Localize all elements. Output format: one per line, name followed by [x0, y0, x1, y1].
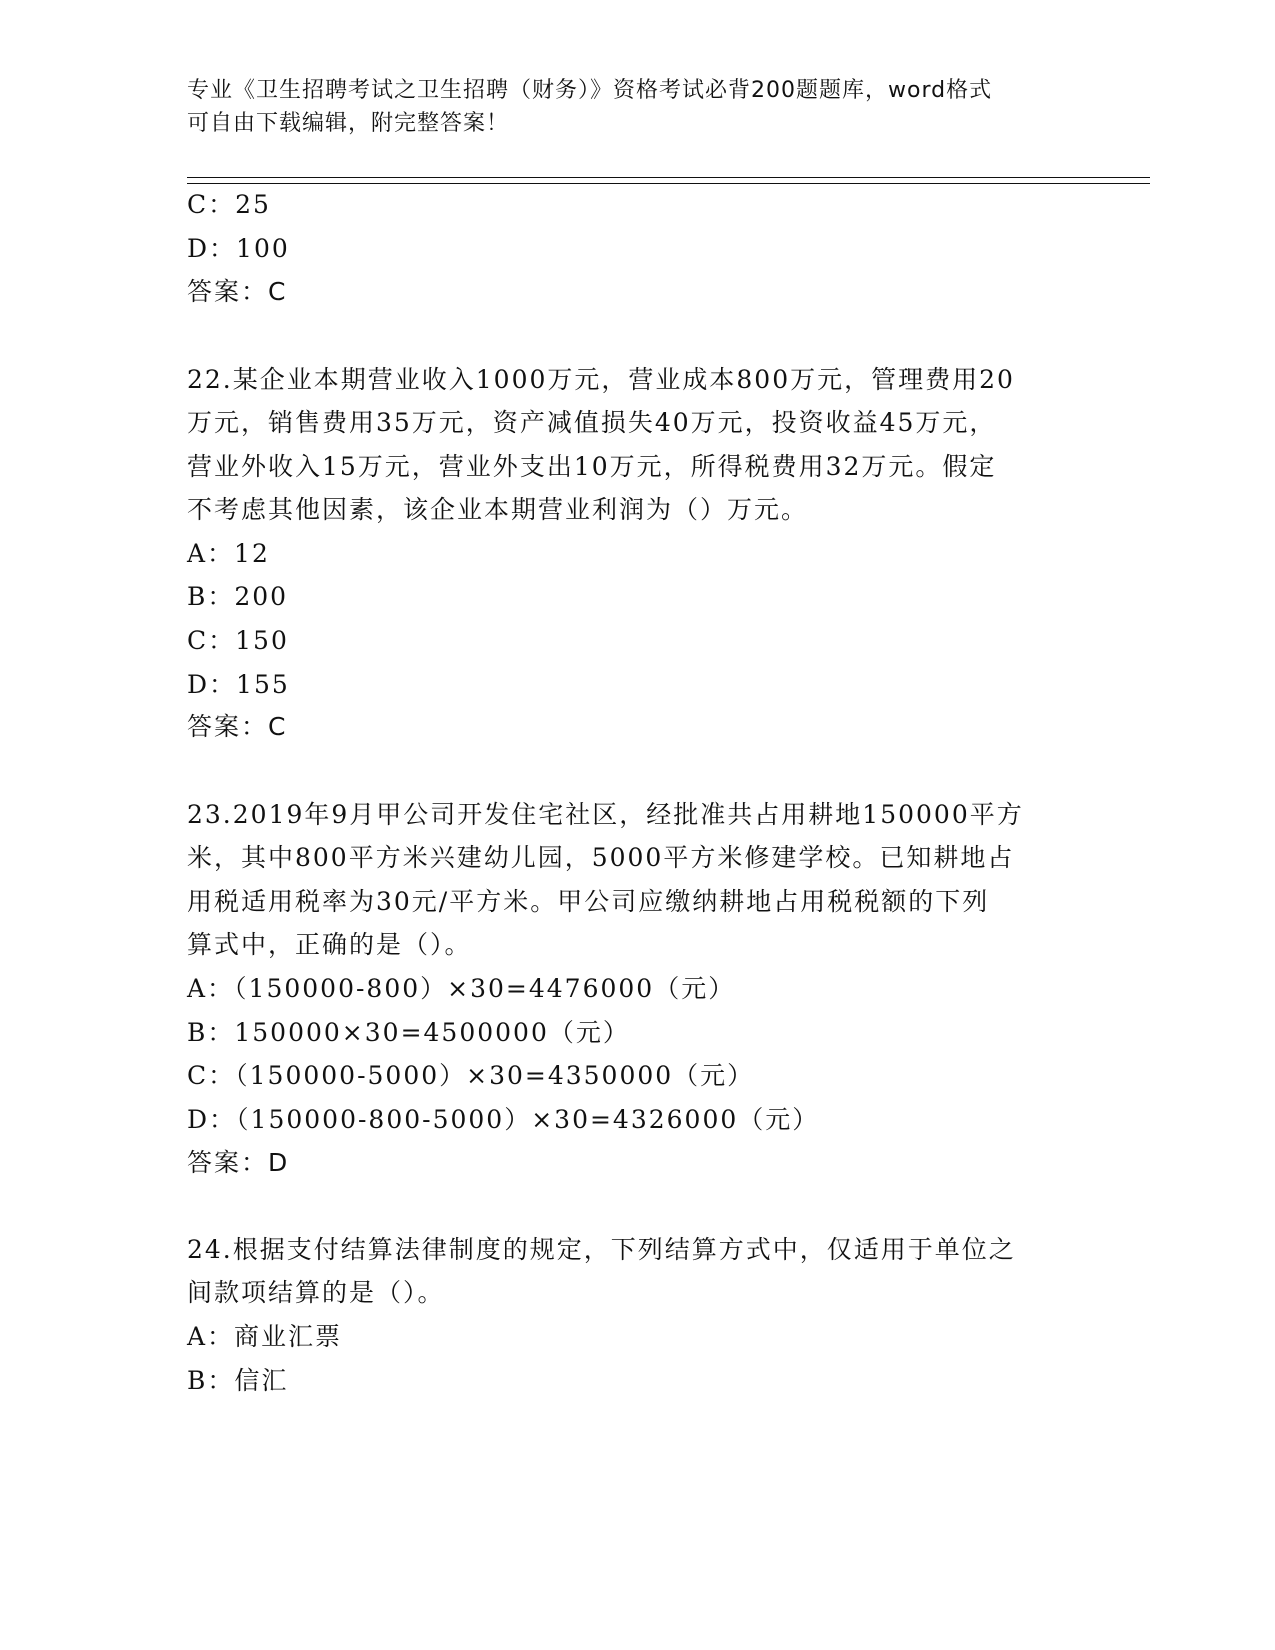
- option-d: D：100: [187, 234, 290, 263]
- question-22-option-b: B：200: [187, 582, 289, 611]
- question-22-option-c: C：150: [187, 626, 289, 655]
- question-22-text-line: 营业外收入15万元，营业外支出10万元，所得税费用32万元。假定: [187, 452, 997, 481]
- question-24-option-b: B：信汇: [187, 1366, 289, 1395]
- question-24-text-line: 24.根据支付结算法律制度的规定，下列结算方式中，仅适用于单位之: [187, 1235, 1016, 1264]
- document-header: [187, 74, 1067, 140]
- question-23-text-line: 23.2019年9月甲公司开发住宅社区，经批准共占用耕地150000平方: [187, 800, 1024, 829]
- question-23-option-a: A：（150000-800）×30=4476000（元）: [187, 974, 736, 1003]
- header-divider-top: [187, 177, 1150, 178]
- question-22-answer: 答案：C: [187, 712, 288, 741]
- answer-line: 答案：C: [187, 277, 288, 306]
- header-title-line-2: 可自由下载编辑，附完整答案！: [187, 111, 510, 136]
- question-23-option-b: B：150000×30=4500000（元）: [187, 1018, 630, 1047]
- question-22-text-line: 不考虑其他因素，该企业本期营业利润为（）万元。: [187, 495, 809, 524]
- question-24-text-line: 间款项结算的是（）。: [187, 1278, 445, 1307]
- question-22-text-line: 万元，销售费用35万元，资产减值损失40万元，投资收益45万元，: [187, 408, 997, 437]
- question-23-text-line: 米，其中800平方米兴建幼儿园，5000平方米修建学校。已知耕地占: [187, 843, 1015, 872]
- header-title-line-1: 专业《卫生招聘考试之卫生招聘（财务）》资格考试必背200题题库，word格式: [187, 78, 993, 103]
- question-23-text-line: 算式中，正确的是（）。: [187, 930, 472, 959]
- question-23-option-d: D：（150000-800-5000）×30=4326000（元）: [187, 1105, 820, 1134]
- question-23-option-c: C：（150000-5000）×30=4350000（元）: [187, 1061, 755, 1090]
- question-22-option-d: D：155: [187, 670, 290, 699]
- question-23-text-line: 用税适用税率为30元/平方米。甲公司应缴纳耕地占用税税额的下列: [187, 887, 990, 916]
- question-23-answer: 答案：D: [187, 1148, 290, 1177]
- header-divider-bottom: [187, 183, 1150, 184]
- question-22-text-line: 22.某企业本期营业收入1000万元，营业成本800万元，管理费用20: [187, 365, 1015, 394]
- option-c: C：25: [187, 190, 271, 219]
- question-24-option-a: A：商业汇票: [187, 1322, 343, 1351]
- question-22-option-a: A：12: [187, 539, 270, 568]
